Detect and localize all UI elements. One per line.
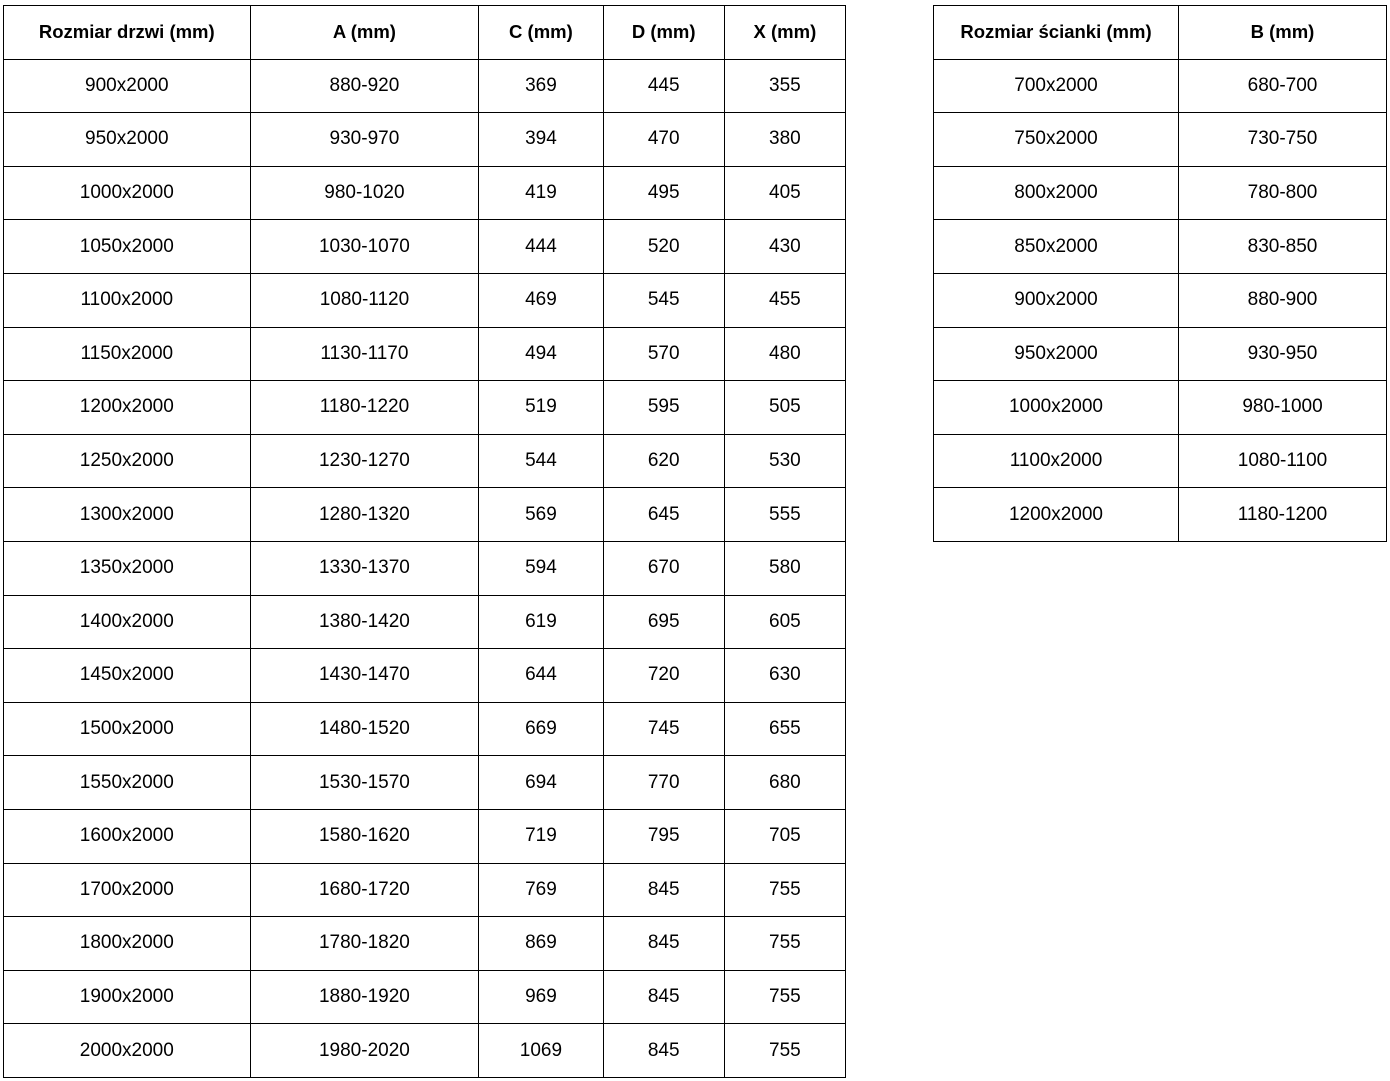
cell-a: 1980-2020 bbox=[250, 1024, 479, 1078]
cell-x: 580 bbox=[724, 541, 845, 595]
table-header-row bbox=[4, 6, 846, 60]
cell-d: 495 bbox=[603, 166, 724, 220]
cell-b: 680-700 bbox=[1179, 59, 1387, 113]
cell-d: 845 bbox=[603, 917, 724, 971]
table-row bbox=[4, 863, 846, 917]
cell-d: 645 bbox=[603, 488, 724, 542]
table-row bbox=[4, 1024, 846, 1078]
cell-c: 544 bbox=[479, 434, 603, 488]
cell-x: 655 bbox=[724, 702, 845, 756]
cell-door-size: 950x2000 bbox=[4, 113, 251, 167]
cell-a: 980-1020 bbox=[250, 166, 479, 220]
table-row bbox=[4, 113, 846, 167]
cell-c: 644 bbox=[479, 649, 603, 703]
cell-a: 1080-1120 bbox=[250, 273, 479, 327]
cell-d: 695 bbox=[603, 595, 724, 649]
cell-door-size: 1400x2000 bbox=[4, 595, 251, 649]
table-row bbox=[934, 59, 1387, 113]
cell-d: 545 bbox=[603, 273, 724, 327]
cell-a: 1680-1720 bbox=[250, 863, 479, 917]
cell-b: 880-900 bbox=[1179, 273, 1387, 327]
cell-door-size: 1050x2000 bbox=[4, 220, 251, 274]
cell-a: 1180-1220 bbox=[250, 381, 479, 435]
cell-door-size: 1700x2000 bbox=[4, 863, 251, 917]
cell-wall-size: 950x2000 bbox=[934, 327, 1179, 381]
table-row bbox=[934, 434, 1387, 488]
column-header-door-size: Rozmiar drzwi (mm) bbox=[4, 6, 251, 60]
cell-d: 845 bbox=[603, 1024, 724, 1078]
cell-d: 445 bbox=[603, 59, 724, 113]
cell-x: 605 bbox=[724, 595, 845, 649]
cell-a: 1030-1070 bbox=[250, 220, 479, 274]
cell-x: 705 bbox=[724, 809, 845, 863]
table-row bbox=[4, 327, 846, 381]
cell-x: 755 bbox=[724, 917, 845, 971]
cell-x: 430 bbox=[724, 220, 845, 274]
column-header-x: X (mm) bbox=[724, 6, 845, 60]
cell-x: 405 bbox=[724, 166, 845, 220]
cell-wall-size: 850x2000 bbox=[934, 220, 1179, 274]
table-row bbox=[4, 809, 846, 863]
cell-c: 694 bbox=[479, 756, 603, 810]
cell-c: 494 bbox=[479, 327, 603, 381]
cell-x: 455 bbox=[724, 273, 845, 327]
table-row bbox=[4, 702, 846, 756]
cell-x: 530 bbox=[724, 434, 845, 488]
cell-x: 680 bbox=[724, 756, 845, 810]
cell-d: 845 bbox=[603, 863, 724, 917]
table-row bbox=[4, 381, 846, 435]
door-size-table bbox=[3, 5, 846, 1078]
table-row bbox=[934, 220, 1387, 274]
cell-wall-size: 900x2000 bbox=[934, 273, 1179, 327]
cell-x: 555 bbox=[724, 488, 845, 542]
cell-d: 595 bbox=[603, 381, 724, 435]
cell-b: 980-1000 bbox=[1179, 381, 1387, 435]
cell-door-size: 1450x2000 bbox=[4, 649, 251, 703]
cell-door-size: 1900x2000 bbox=[4, 970, 251, 1024]
table-row bbox=[4, 220, 846, 274]
cell-a: 1480-1520 bbox=[250, 702, 479, 756]
cell-c: 1069 bbox=[479, 1024, 603, 1078]
cell-c: 969 bbox=[479, 970, 603, 1024]
cell-c: 769 bbox=[479, 863, 603, 917]
cell-wall-size: 1200x2000 bbox=[934, 488, 1179, 542]
cell-door-size: 1550x2000 bbox=[4, 756, 251, 810]
cell-a: 1130-1170 bbox=[250, 327, 479, 381]
cell-wall-size: 1100x2000 bbox=[934, 434, 1179, 488]
cell-d: 670 bbox=[603, 541, 724, 595]
cell-c: 869 bbox=[479, 917, 603, 971]
cell-a: 1330-1370 bbox=[250, 541, 479, 595]
cell-b: 1080-1100 bbox=[1179, 434, 1387, 488]
table-row bbox=[4, 488, 846, 542]
cell-wall-size: 750x2000 bbox=[934, 113, 1179, 167]
cell-door-size: 1100x2000 bbox=[4, 273, 251, 327]
cell-x: 480 bbox=[724, 327, 845, 381]
cell-b: 730-750 bbox=[1179, 113, 1387, 167]
table-row bbox=[4, 273, 846, 327]
table-row bbox=[934, 488, 1387, 542]
cell-door-size: 1300x2000 bbox=[4, 488, 251, 542]
table-row bbox=[4, 970, 846, 1024]
table-row bbox=[934, 273, 1387, 327]
column-header-a: A (mm) bbox=[250, 6, 479, 60]
table-row bbox=[4, 595, 846, 649]
column-header-b: B (mm) bbox=[1179, 6, 1387, 60]
cell-x: 380 bbox=[724, 113, 845, 167]
cell-c: 719 bbox=[479, 809, 603, 863]
cell-d: 745 bbox=[603, 702, 724, 756]
cell-door-size: 1500x2000 bbox=[4, 702, 251, 756]
cell-d: 795 bbox=[603, 809, 724, 863]
table-row bbox=[934, 113, 1387, 167]
table-row bbox=[4, 166, 846, 220]
cell-wall-size: 1000x2000 bbox=[934, 381, 1179, 435]
cell-a: 1430-1470 bbox=[250, 649, 479, 703]
column-header-wall-size: Rozmiar ścianki (mm) bbox=[934, 6, 1179, 60]
cell-c: 669 bbox=[479, 702, 603, 756]
cell-b: 930-950 bbox=[1179, 327, 1387, 381]
cell-d: 720 bbox=[603, 649, 724, 703]
cell-wall-size: 800x2000 bbox=[934, 166, 1179, 220]
cell-x: 755 bbox=[724, 970, 845, 1024]
cell-d: 470 bbox=[603, 113, 724, 167]
table-row bbox=[934, 381, 1387, 435]
cell-b: 1180-1200 bbox=[1179, 488, 1387, 542]
cell-c: 619 bbox=[479, 595, 603, 649]
cell-c: 519 bbox=[479, 381, 603, 435]
cell-a: 1780-1820 bbox=[250, 917, 479, 971]
table-row bbox=[934, 166, 1387, 220]
cell-x: 630 bbox=[724, 649, 845, 703]
cell-door-size: 1150x2000 bbox=[4, 327, 251, 381]
cell-a: 1530-1570 bbox=[250, 756, 479, 810]
cell-a: 1280-1320 bbox=[250, 488, 479, 542]
column-header-d: D (mm) bbox=[603, 6, 724, 60]
column-header-c: C (mm) bbox=[479, 6, 603, 60]
cell-wall-size: 700x2000 bbox=[934, 59, 1179, 113]
table-row bbox=[4, 649, 846, 703]
cell-a: 1580-1620 bbox=[250, 809, 479, 863]
table-row bbox=[934, 327, 1387, 381]
cell-c: 469 bbox=[479, 273, 603, 327]
cell-d: 520 bbox=[603, 220, 724, 274]
cell-door-size: 1800x2000 bbox=[4, 917, 251, 971]
cell-c: 369 bbox=[479, 59, 603, 113]
cell-c: 394 bbox=[479, 113, 603, 167]
cell-d: 845 bbox=[603, 970, 724, 1024]
cell-d: 770 bbox=[603, 756, 724, 810]
table-row bbox=[4, 756, 846, 810]
cell-b: 830-850 bbox=[1179, 220, 1387, 274]
cell-d: 620 bbox=[603, 434, 724, 488]
cell-door-size: 1350x2000 bbox=[4, 541, 251, 595]
table-row bbox=[4, 917, 846, 971]
cell-c: 444 bbox=[479, 220, 603, 274]
cell-a: 880-920 bbox=[250, 59, 479, 113]
wall-size-table bbox=[933, 5, 1387, 542]
cell-a: 930-970 bbox=[250, 113, 479, 167]
cell-door-size: 900x2000 bbox=[4, 59, 251, 113]
cell-c: 569 bbox=[479, 488, 603, 542]
cell-a: 1880-1920 bbox=[250, 970, 479, 1024]
cell-door-size: 1000x2000 bbox=[4, 166, 251, 220]
cell-x: 505 bbox=[724, 381, 845, 435]
table-row bbox=[4, 59, 846, 113]
cell-x: 755 bbox=[724, 863, 845, 917]
table-header-row bbox=[934, 6, 1387, 60]
cell-door-size: 2000x2000 bbox=[4, 1024, 251, 1078]
cell-door-size: 1600x2000 bbox=[4, 809, 251, 863]
cell-door-size: 1250x2000 bbox=[4, 434, 251, 488]
cell-door-size: 1200x2000 bbox=[4, 381, 251, 435]
table-row bbox=[4, 434, 846, 488]
table-row bbox=[4, 541, 846, 595]
cell-b: 780-800 bbox=[1179, 166, 1387, 220]
cell-a: 1380-1420 bbox=[250, 595, 479, 649]
cell-x: 355 bbox=[724, 59, 845, 113]
cell-a: 1230-1270 bbox=[250, 434, 479, 488]
cell-c: 419 bbox=[479, 166, 603, 220]
cell-c: 594 bbox=[479, 541, 603, 595]
cell-x: 755 bbox=[724, 1024, 845, 1078]
cell-d: 570 bbox=[603, 327, 724, 381]
